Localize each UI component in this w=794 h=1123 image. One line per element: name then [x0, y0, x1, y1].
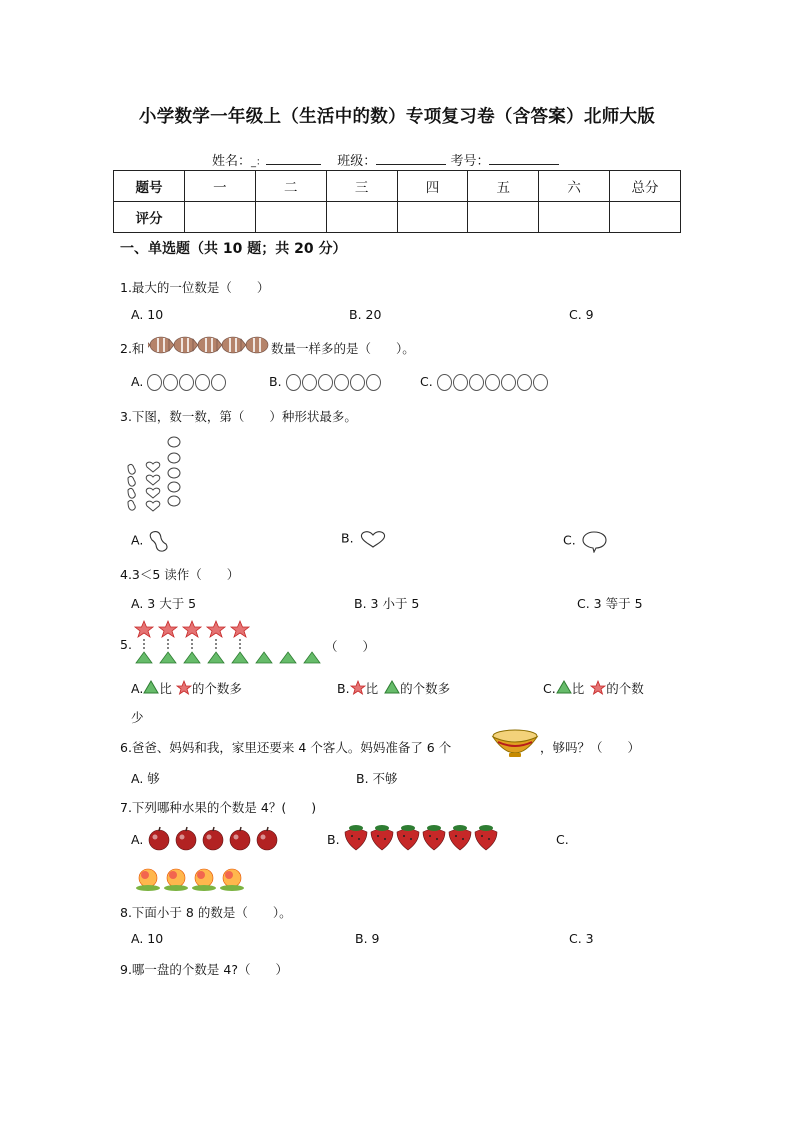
score-cell[interactable] [539, 202, 610, 233]
question-2-stem-pre: 2.和 [120, 341, 145, 356]
triangle-icon [143, 680, 159, 694]
q1-option-a[interactable]: A. 10 [131, 307, 164, 322]
circle-icon [334, 374, 349, 391]
circle-icon [163, 374, 178, 391]
q5-option-a-label: A. [131, 681, 144, 696]
q3-option-a[interactable] [131, 529, 169, 553]
shape-count-figure [122, 434, 186, 514]
score-cell[interactable] [397, 202, 468, 233]
question-1-stem: 1.最大的一位数是（ ） [120, 280, 270, 295]
q8-option-c[interactable]: C. 3 [569, 931, 594, 946]
question-8-stem: 8.下面小于 8 的数是（ ）。 [120, 905, 292, 920]
question-5-stem: 5. [120, 637, 132, 652]
question-2-stem-post: 数量一样多的是（ ）。 [271, 341, 415, 356]
q7-option-c-label[interactable]: C. [556, 832, 569, 847]
question-5-paren: （ ） [325, 639, 376, 654]
q2-option-b[interactable] [269, 374, 382, 391]
circle-icon [195, 374, 210, 391]
table-row [114, 202, 681, 233]
triangle-icon [556, 680, 572, 694]
star-icon [176, 680, 192, 695]
circle-icon [533, 374, 548, 391]
q2-option-c[interactable] [420, 374, 549, 391]
q4-option-a[interactable]: A. 3 大于 5 [131, 596, 197, 611]
score-cell[interactable] [610, 202, 681, 233]
table-header-cell: 评分 [114, 202, 185, 233]
q2-option-c-label: C. [420, 374, 433, 389]
score-cell[interactable] [326, 202, 397, 233]
circle-icon [179, 374, 194, 391]
q7-option-a-label[interactable]: A. [131, 832, 144, 847]
q5-option-c-label: C. [543, 681, 556, 696]
circle-icon [286, 374, 301, 391]
q5-b-compare: 比 [365, 681, 379, 696]
strawberries-figure [343, 822, 500, 852]
q3-option-a-label: A. [131, 532, 144, 548]
table-header-cell: 四 [397, 171, 468, 202]
circle-icon [501, 374, 516, 391]
q3-option-c-label: C. [563, 532, 576, 548]
id-label: 考号： [450, 154, 490, 169]
q1-option-c[interactable]: C. 9 [569, 307, 594, 322]
q1-option-b[interactable]: B. 20 [349, 307, 382, 322]
star-icon [350, 680, 366, 695]
star-icon [590, 680, 606, 695]
q5-c-rest: 的个数 [606, 681, 644, 696]
table-header-cell: 二 [255, 171, 326, 202]
circle-icon [302, 374, 317, 391]
q5-a-compare: 比 [159, 681, 172, 696]
q5-option-b[interactable] [337, 679, 450, 697]
circle-icon [211, 374, 226, 391]
question-4-stem: 4.3＜5 读作（ ） [120, 567, 240, 582]
q2-option-b-label: B. [269, 374, 282, 389]
circle-icon [453, 374, 468, 391]
table-header-cell: 一 [185, 171, 256, 202]
q4-option-c[interactable]: C. 3 等于 5 [577, 596, 643, 611]
circle-icon [147, 374, 162, 391]
name-field[interactable] [266, 151, 321, 165]
score-cell[interactable] [255, 202, 326, 233]
class-label: 班级： [337, 154, 377, 169]
score-table [113, 170, 681, 233]
peanut-icon [147, 529, 169, 553]
peaches-figure [134, 866, 252, 892]
circle-icon [366, 374, 381, 391]
heart-icon [358, 529, 388, 549]
q3-option-b[interactable] [341, 529, 388, 549]
question-7-stem: 7.下列哪种水果的个数是 4？( ) [120, 800, 317, 815]
q5-option-c-wrap: 少 [131, 710, 144, 725]
circle-icon [485, 374, 500, 391]
table-header-cell: 六 [539, 171, 610, 202]
circle-icon [437, 374, 452, 391]
q2-option-a-label: A. [131, 374, 144, 389]
name-blank-mark: _： [251, 157, 267, 168]
circle-icon [469, 374, 484, 391]
q3-option-c[interactable] [563, 529, 608, 553]
section-heading: 一、单选题（共 10 题；共 20 分） [120, 241, 347, 257]
score-cell[interactable] [185, 202, 256, 233]
question-6-stem-pre: 6.爸爸、妈妈和我，家里还要来 4 个客人。妈妈准备了 6 个 [120, 740, 452, 755]
question-6-stem-post: ，够吗？（ ） [540, 740, 641, 755]
q5-b-rest: 的个数多 [400, 681, 451, 696]
class-field[interactable] [376, 151, 446, 165]
q5-option-b-label: B. [337, 681, 350, 696]
circle-icon [517, 374, 532, 391]
q5-option-c[interactable] [543, 679, 644, 697]
q3-option-b-label: B. [341, 530, 354, 546]
triangle-icon [384, 680, 400, 694]
bowl-icon [490, 728, 540, 760]
q4-option-b[interactable]: B. 3 小于 5 [354, 596, 420, 611]
circle-icon [350, 374, 365, 391]
student-info [212, 150, 559, 169]
page-title: 小学数学一年级上（生活中的数）专项复习卷（含答案）北师大版 [138, 107, 656, 127]
q5-c-compare: 比 [571, 681, 585, 696]
circle-icon [318, 374, 333, 391]
question-9-stem: 9.哪一盘的个数是 4?（ ） [120, 962, 288, 977]
q6-option-a[interactable]: A. 够 [131, 771, 160, 786]
question-3-stem: 3.下图，数一数，第（ ）种形状最多。 [120, 409, 357, 424]
table-header-cell: 总分 [610, 171, 681, 202]
fish-group-icon [148, 333, 270, 357]
speech-bubble-icon [580, 529, 608, 553]
stars-and-triangles-figure [134, 619, 328, 665]
apples-figure [147, 826, 282, 852]
q8-option-b[interactable]: B. 9 [355, 931, 380, 946]
q5-option-a[interactable] [131, 679, 242, 697]
table-header-cell: 五 [468, 171, 539, 202]
q6-option-b[interactable]: B. 不够 [356, 771, 398, 786]
q2-option-a[interactable] [131, 374, 227, 391]
name-label: 姓名： [212, 154, 252, 169]
q7-option-b-label[interactable]: B. [327, 832, 340, 847]
table-header-cell: 三 [326, 171, 397, 202]
q8-option-a[interactable]: A. 10 [131, 931, 164, 946]
id-field[interactable] [489, 151, 559, 165]
table-row [114, 171, 681, 202]
table-header-cell: 题号 [114, 171, 185, 202]
score-cell[interactable] [468, 202, 539, 233]
q5-a-rest: 的个数多 [191, 681, 242, 696]
